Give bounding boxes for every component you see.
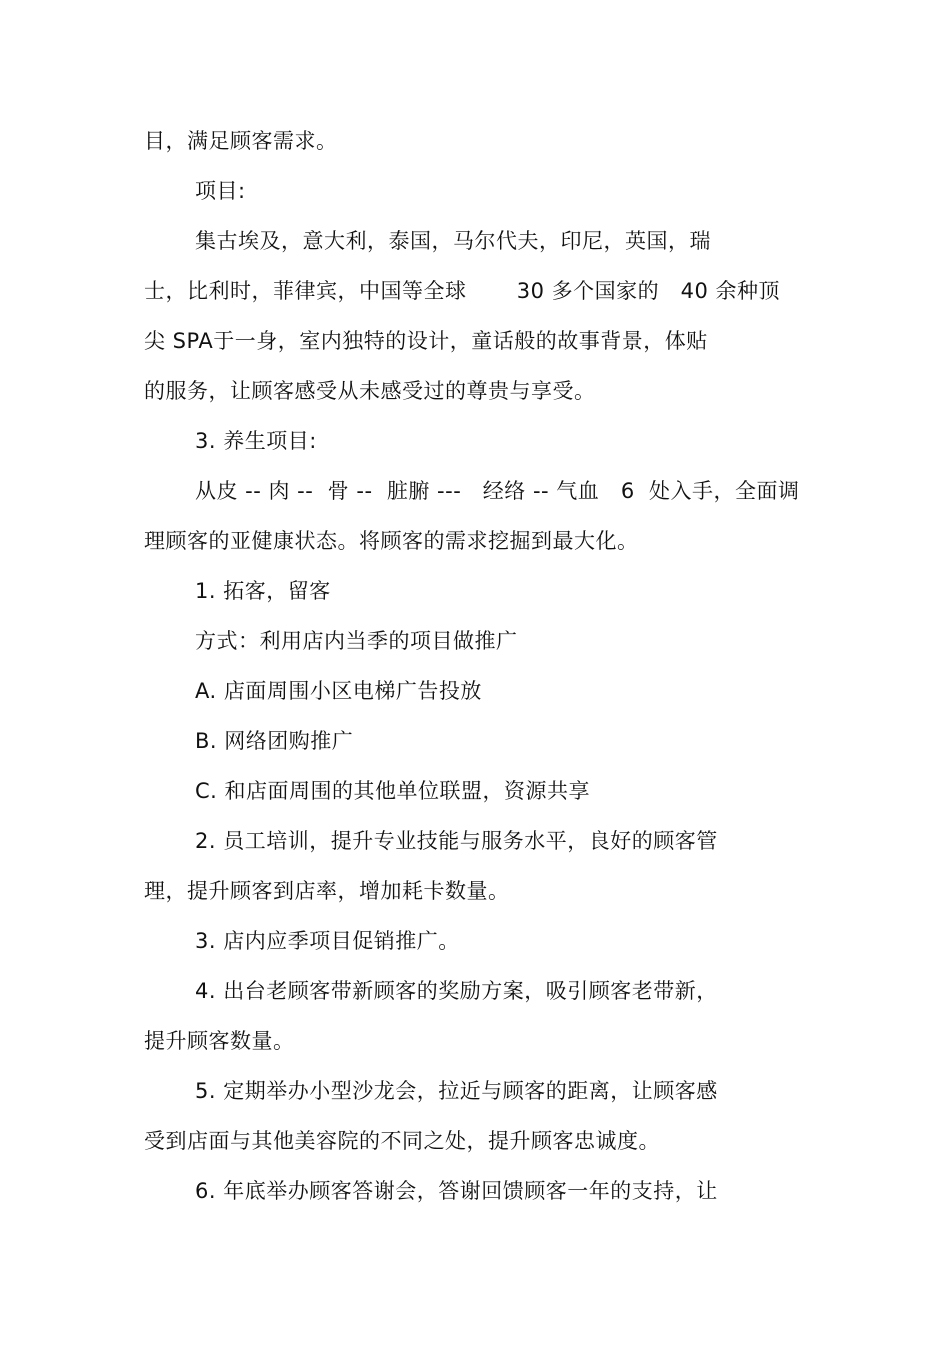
- paragraph-line: 尖 SPA于一身，室内独特的设计，童话般的故事背景，体贴: [144, 329, 708, 353]
- paragraph-line: 士，比利时，菲律宾，中国等全球 30 多个国家的 40 余种顶: [144, 279, 781, 303]
- paragraph-line: 集古埃及，意大利，泰国，马尔代夫，印尼，英国，瑞: [195, 229, 711, 253]
- list-item: C. 和店面周围的其他单位联盟，资源共享: [195, 779, 591, 803]
- paragraph-line: 受到店面与其他美容院的不同之处，提升顾客忠诚度。: [144, 1129, 660, 1153]
- list-item: A. 店面周围小区电梯广告投放: [195, 679, 482, 703]
- section-heading: 3. 养生项目:: [195, 429, 317, 453]
- list-item: B. 网络团购推广: [195, 729, 354, 753]
- paragraph-line: 从皮 -- 肉 -- 骨 -- 脏腑 --- 经络 -- 气血 6 处入手，全面调: [195, 479, 800, 503]
- list-item: 6. 年底举办顾客答谢会，答谢回馈顾客一年的支持，让: [195, 1179, 718, 1203]
- paragraph-line: 目，满足顾客需求。: [144, 129, 338, 153]
- list-item: 1. 拓客，留客: [195, 579, 331, 603]
- list-item: 4. 出台老顾客带新顾客的奖励方案，吸引顾客老带新，: [195, 979, 718, 1003]
- paragraph-line: 的服务，让顾客感受从未感受过的尊贵与享受。: [144, 379, 596, 403]
- list-item: 2. 员工培训，提升专业技能与服务水平，良好的顾客管: [195, 829, 718, 853]
- paragraph-line: 理，提升顾客到店率，增加耗卡数量。: [144, 879, 510, 903]
- section-heading: 项目:: [195, 179, 246, 203]
- paragraph-line: 提升顾客数量。: [144, 1029, 295, 1053]
- paragraph-line: 理顾客的亚健康状态。将顾客的需求挖掘到最大化。: [144, 529, 639, 553]
- list-item: 5. 定期举办小型沙龙会，拉近与顾客的距离，让顾客感: [195, 1079, 718, 1103]
- paragraph-line: 方式：利用店内当季的项目做推广: [195, 629, 518, 653]
- list-item: 3. 店内应季项目促销推广。: [195, 929, 460, 953]
